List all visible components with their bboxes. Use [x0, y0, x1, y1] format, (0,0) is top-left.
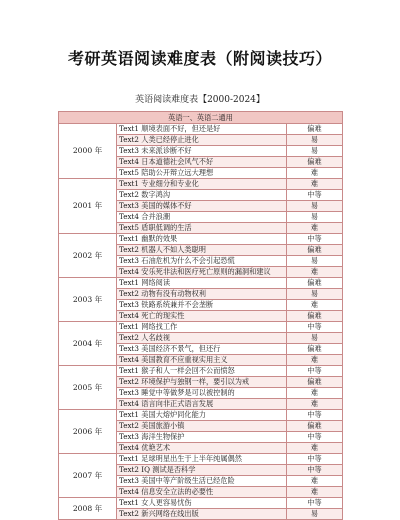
table-row [59, 179, 343, 190]
year-cell: 2004 年 [59, 322, 117, 366]
table-body [59, 124, 343, 520]
passage-title-cell: Text3 石油危机为什么不会引起恐慌 [117, 256, 287, 267]
difficulty-cell: 易 [287, 212, 343, 223]
passage-title-cell: Text4 死亡的现实性 [117, 311, 287, 322]
difficulty-cell: 中等 [287, 234, 343, 245]
difficulty-cell: 偏难 [287, 124, 343, 135]
difficulty-cell: 难 [287, 399, 343, 410]
difficulty-cell: 易 [287, 509, 343, 520]
passage-title-cell: Text4 日本道德社会风气不好 [117, 157, 287, 168]
difficulty-cell: 中等 [287, 454, 343, 465]
passage-title-cell: Text2 环境保护与独钢一样，要引以为戒 [117, 377, 287, 388]
table-row [59, 278, 343, 289]
passage-title-cell: Text2 数字鸿沟 [117, 190, 287, 201]
passage-title-cell: Text1 幽默的效果 [117, 234, 287, 245]
passage-title-cell: Text3 美国的媒体不好 [117, 201, 287, 212]
difficulty-cell: 难 [287, 267, 343, 278]
difficulty-cell: 中等 [287, 322, 343, 333]
table-row [59, 322, 343, 333]
passage-title-cell: Text2 机器人不如人类聪明 [117, 245, 287, 256]
passage-title-cell: Text3 美国中等产阶级生活已经危险 [117, 476, 287, 487]
year-cell: 2007 年 [59, 454, 117, 498]
passage-title-cell: Text1 顺境表面不好，但还是好 [117, 124, 287, 135]
table-row [59, 454, 343, 465]
passage-title-cell: Text2 美国旅游小镇 [117, 421, 287, 432]
difficulty-cell: 偏难 [287, 421, 343, 432]
passage-title-cell: Text4 安乐死非法和医疗死亡原则的漏洞和建议 [117, 267, 287, 278]
difficulty-cell: 难 [287, 168, 343, 179]
passage-title-cell: Text4 合并浪潮 [117, 212, 287, 223]
difficulty-cell: 难 [287, 300, 343, 311]
passage-title-cell: Text3 美国经济不景气，但还行 [117, 344, 287, 355]
passage-title-cell: Text1 猴子和人一样会回不公而愤怒 [117, 366, 287, 377]
difficulty-cell: 偏难 [287, 245, 343, 256]
year-cell: 2006 年 [59, 410, 117, 454]
difficulty-cell: 中等 [287, 190, 343, 201]
passage-title-cell: Text4 信息安全立法的必要性 [117, 487, 287, 498]
difficulty-cell: 偏难 [287, 344, 343, 355]
passage-title-cell: Text4 语言向非正式语言发展 [117, 399, 287, 410]
difficulty-cell: 易 [287, 256, 343, 267]
difficulty-cell: 偏难 [287, 278, 343, 289]
passage-title-cell: Text2 人类已经停止进化 [117, 135, 287, 146]
difficulty-cell: 难 [287, 179, 343, 190]
document-title: 考研英语阅读难度表（附阅读技巧） [67, 49, 332, 68]
difficulty-cell: 易 [287, 201, 343, 212]
difficulty-cell: 易 [287, 333, 343, 344]
passage-title-cell: Text1 足球明星出生于上半年纯属偶然 [117, 454, 287, 465]
section-header-row [59, 112, 343, 124]
difficulty-cell: 偏难 [287, 157, 343, 168]
table-row [59, 234, 343, 245]
passage-title-cell: Text4 美国教育不应重视实用主义 [117, 355, 287, 366]
difficulty-cell: 偏难 [287, 377, 343, 388]
difficulty-cell: 易 [287, 289, 343, 300]
passage-title-cell: Text3 海洋生物保护 [117, 432, 287, 443]
passage-title-cell: Text2 IQ 测试是否科学 [117, 465, 287, 476]
difficulty-cell: 中等 [287, 465, 343, 476]
difficulty-cell: 易 [287, 135, 343, 146]
difficulty-cell: 难 [287, 443, 343, 454]
passage-title-cell: Text1 美国大熔炉同化能力 [117, 410, 287, 421]
year-cell: 2002 年 [59, 234, 117, 278]
passage-title-cell: Text3 睡觉中等做梦是可以被控制的 [117, 388, 287, 399]
passage-title-cell: Text1 女人更容易忧伤 [117, 498, 287, 509]
difficulty-cell: 中等 [287, 410, 343, 421]
difficulty-cell: 难 [287, 476, 343, 487]
difficulty-cell: 偏难 [287, 311, 343, 322]
year-cell: 2005 年 [59, 366, 117, 410]
difficulty-cell: 难 [287, 388, 343, 399]
difficulty-cell: 难 [287, 355, 343, 366]
table-row [59, 124, 343, 135]
table-row [59, 410, 343, 421]
passage-title-cell: Text3 铁路系统兼并不会垄断 [117, 300, 287, 311]
year-cell: 2003 年 [59, 278, 117, 322]
difficulty-cell: 难 [287, 487, 343, 498]
year-cell: 2008 年 [59, 498, 117, 520]
year-cell: 2001 年 [59, 179, 117, 234]
table-row [59, 366, 343, 377]
year-cell: 2000 年 [59, 124, 117, 179]
passage-title-cell: Text1 网络阅读 [117, 278, 287, 289]
difficulty-cell: 易 [287, 146, 343, 157]
difficulty-cell: 中等 [287, 498, 343, 509]
difficulty-table [58, 111, 343, 520]
passage-title-cell: Text4 优艳艺术 [117, 443, 287, 454]
table-row [59, 498, 343, 509]
difficulty-cell: 难 [287, 223, 343, 234]
passage-title-cell: Text2 新兴网络在线出版 [117, 509, 287, 520]
passage-title-cell: Text1 网络找工作 [117, 322, 287, 333]
passage-title-cell: Text5 陪助公开辩立远大理想 [117, 168, 287, 179]
passage-title-cell: Text5 盾职低调的生活 [117, 223, 287, 234]
passage-title-cell: Text2 动物有没有动物权利 [117, 289, 287, 300]
section-header: 英语一、英语二通用 [59, 112, 343, 124]
passage-title-cell: Text1 专业细分和专业化 [117, 179, 287, 190]
passage-title-cell: Text3 未来派诊断不好 [117, 146, 287, 157]
difficulty-cell: 中等 [287, 366, 343, 377]
table-caption: 英语阅读难度表【2000-2024】 [135, 95, 265, 105]
difficulty-cell: 中等 [287, 432, 343, 443]
passage-title-cell: Text2 人名歧视 [117, 333, 287, 344]
